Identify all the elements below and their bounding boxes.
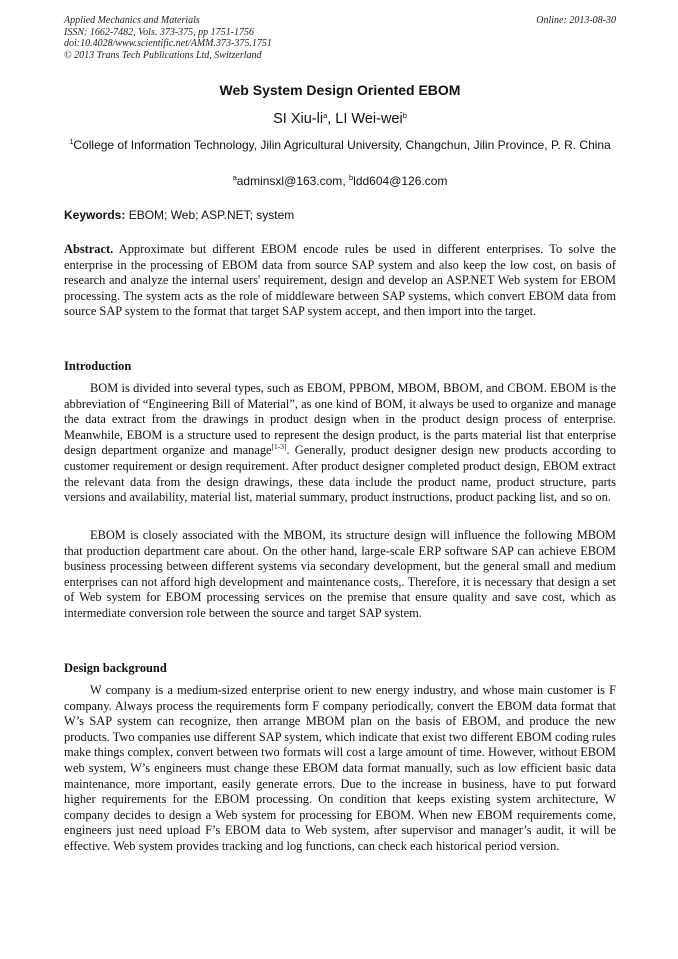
intro-paragraph-2: EBOM is closely associated with the MBOM, its structure design will influence the following MBOM that production department care about. On the other hand, large-scale ERP software SAP can achieve EBOM business processing between different systems via secondary development, but the general small and medium enterprises can not afford high development and maintenance costs,. Therefore, it is necessary that design a set of Web system for EBOM processing services on the premise that ensure quality and save cost, which as intermediate conversion role between the source and target SAP system. <box>64 528 616 620</box>
affiliation-text: College of Information Technology, Jilin Agricultural University, Changchun, Jilin Province, P. R. China <box>73 138 611 152</box>
paper-title: Web System Design Oriented EBOM <box>219 82 461 98</box>
intro-p1-text-a: BOM is divided into several types, such as EBOM, PPBOM, MBOM, BBOM, and CBOM. EBOM is the abbreviation of “Engineering Bill of Material”, as one kind of BOM, it always be used to organize and manage the data extract from the drawings in product design when in the product design process of enterprise. Meanwhile, EBOM is a structure used to represent the design product, is the parts material list that enterprise design department organize and manage <box>64 381 616 458</box>
email-b[interactable]: ldd604@126.com <box>353 174 448 188</box>
section-heading-design-background: Design background <box>64 661 167 675</box>
abstract <box>64 242 616 320</box>
keywords <box>64 208 616 222</box>
copyright-line: © 2013 Trans Tech Publications Ltd, Switzerland <box>64 49 262 61</box>
intro-paragraph-1 <box>64 381 616 506</box>
intro-p1-text-b: . Generally, product designer design new products according to customer requirement or design requirement. After product designer completed product design, EBOM extract the relevant data from the design drawings, these data include the product name, product structure, parts versions and availability, material list, material summary, product instructions, product packing list, and so on. <box>64 443 616 505</box>
section-heading-introduction: Introduction <box>64 359 132 373</box>
keywords-label: Keywords: <box>64 208 126 222</box>
issn-line: ISSN: 1662-7482, Vols. 373-375, pp 1751-1756 <box>64 26 254 38</box>
author-1: SI Xiu-li <box>273 111 324 127</box>
email-b-mark: b <box>348 173 354 182</box>
design-background-paragraph: W company is a medium-sized enterprise orient to new energy industry, and whose main customer is F company. Always process the requirements form F company periodically, convert the EBOM data format that W’s SAP system can recognize, then arrange MBOM plan on the basis of EBOM, and produce the new products. Two companies use different SAP system, which indicate that exist two different EBOM coding rules make things complex, convert between two formats will cost a large amount of time. However, without EBOM web system, W’s engineers must change these EBOM data format manually, such as low efficient basic data maintenance, more important, easily generate errors. Due to the increase in business, have to put forward higher requirements for the EBOM processing. On condition that keeps existing system architecture, W company decides to design a Web system for processing for EBOM. When new EBOM requirements come, engineers just need upload F’s EBOM data to Web system, after supervisor and manager’s audit, it will be effective. Web system provides tracking and log functions, can check each historical period version. <box>64 683 616 853</box>
email-separator: , <box>342 174 349 188</box>
author-line <box>64 111 616 127</box>
doi-line: doi:10.4028/www.scientific.net/AMM.373-375.1751 <box>64 38 272 49</box>
affiliation <box>64 137 616 153</box>
online-date: Online: 2013-08-30 <box>536 15 616 26</box>
author-1-mark: a <box>323 111 328 120</box>
email-a[interactable]: adminsxl@163.com <box>236 174 343 188</box>
email-a-mark: a <box>232 173 237 182</box>
affiliation-mark: 1 <box>69 137 74 146</box>
author-separator: , <box>327 111 336 127</box>
journal-header <box>64 15 616 61</box>
author-2: LI Wei-wei <box>335 111 403 127</box>
author-2-mark: b <box>402 111 407 120</box>
abstract-text: Approximate but different EBOM encode rules be used in different enterprises. To solve the enterprise in the processing of EBOM data from source SAP system and also keep the low cost, on basis of research and analyze the internal users' requirement, design and develop an ASP.NET Web system for EBOM processing. The system acts as the role of middleware between SAP systems, which convert EBOM data from source SAP system to the format that target SAP system accept, and then import into the target. <box>64 242 616 319</box>
journal-name: Applied Mechanics and Materials <box>64 15 200 26</box>
keywords-text: EBOM; Web; ASP.NET; system <box>125 208 295 222</box>
email-line <box>64 174 616 188</box>
citation-ref: [1-3] <box>271 442 287 452</box>
abstract-label: Abstract. <box>64 242 114 256</box>
